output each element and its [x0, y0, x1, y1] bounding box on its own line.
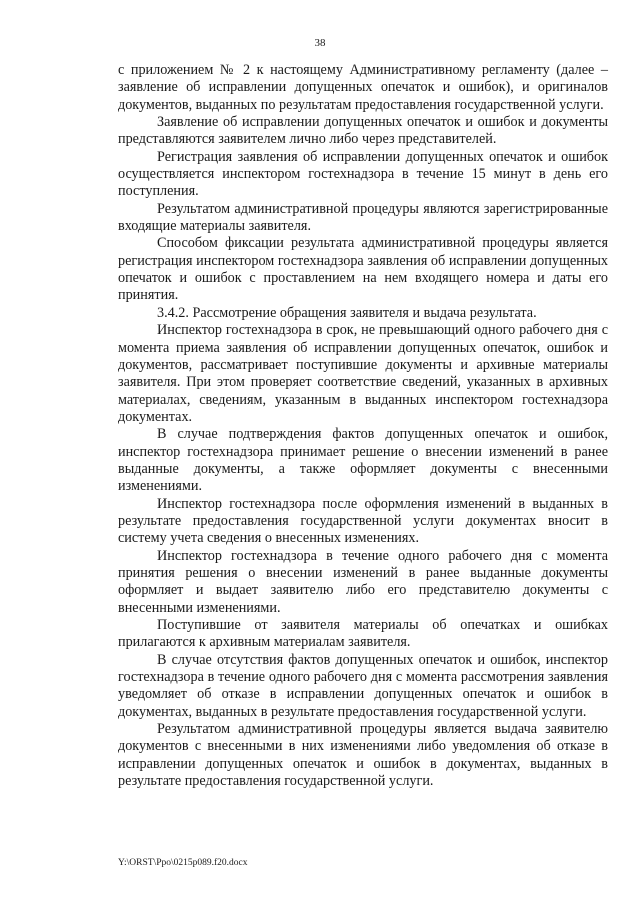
paragraph-10: Инспектор гостехнадзора в течение одного рабочего дня с момента принятия решения о внесении изменений в ранее выданные документы оформляет и выдает заявителю либо его представителю документы с внесенными изменениями. [118, 547, 608, 616]
paragraph-12: В случае отсутствия фактов допущенных опечаток и ошибок, инспектор гостехнадзора в течение одного рабочего дня с момента рассмотрения заявления уведомляет об отказе в исправлении допущенных опечаток и ошибок в документах, выданных в результате предоставления государственной услуги. [118, 651, 608, 720]
paragraph-11: Поступившие от заявителя материалы об опечатках и ошибках прилагаются к архивным материалам заявителя. [118, 617, 608, 651]
paragraph-2: Заявление об исправлении допущенных опечаток и ошибок и документы представляются заявителем лично либо через представителей. [118, 114, 608, 148]
paragraph-5: Способом фиксации результата административной процедуры является регистрация инспектором гостехнадзора заявления об исправлении допущенных опечаток и ошибок с проставлением на нем входящего номера и даты его принятия. [118, 235, 608, 304]
section-heading-3-4-2: 3.4.2. Рассмотрение обращения заявителя и выдача результата. [157, 304, 537, 321]
document-body [118, 62, 608, 790]
page-number: 38 [314, 37, 326, 49]
paragraph-4: Результатом административной процедуры являются зарегистрированные входящие материалы заявителя. [118, 200, 608, 235]
paragraph-8: В случае подтверждения фактов допущенных опечаток и ошибок, инспектор гостехнадзора принимает решение о внесении изменений в ранее выданные документы, а также оформляет документы с внесенными изменениями. [118, 426, 608, 495]
paragraph-3: Регистрация заявления об исправлении допущенных опечаток и ошибок осуществляется инспектором гостехнадзора в течение 15 минут в день его поступления. [118, 148, 608, 200]
paragraph-1: с приложением № 2 к настоящему Административному регламенту (далее – заявление об исправлении допущенных опечаток и ошибок), и оригиналов документов, выданных по результатам предоставления государственной услуги. [118, 62, 608, 113]
footer-file-path: Y:\ORST\Ppo\0215p089.f20.docx [118, 858, 248, 868]
paragraph-13: Результатом административной процедуры является выдача заявителю документов с внесенными в них изменениями либо уведомления об отказе в исправлении допущенных опечаток и ошибок в документах, выданных в результате предоставления государственной услуги. [118, 721, 608, 790]
paragraph-7: Инспектор гостехнадзора в срок, не превышающий одного рабочего дня с момента приема заявления об исправлении допущенных опечаток, ошибок и документов, рассматривает поступившие документы и архивные материалы заявителя. При этом проверяет соответствие сведений, указанных в архивных материалах, сведениям, указанным в выданных инспектором гостехнадзора документах. [118, 322, 608, 425]
paragraph-9: Инспектор гостехнадзора после оформления изменений в выданных в результате предоставления государственной услуги документах вносит в систему учета сведения о внесенных изменениях. [118, 495, 608, 547]
